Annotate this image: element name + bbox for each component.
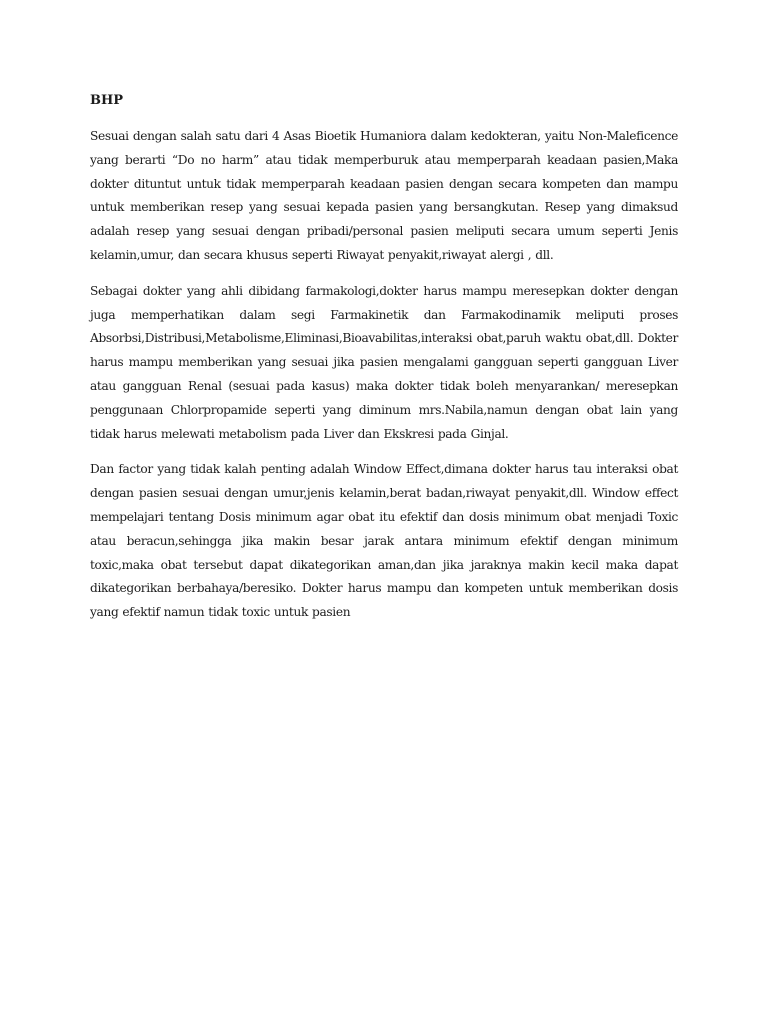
document-body bbox=[90, 92, 678, 637]
paragraph-window-effect: Dan factor yang tidak kalah penting adalah Window Effect,dimana dokter harus tau interaksi obat dengan pasien sesuai dengan umur,jenis kelamin,berat badan,riwayat penyakit,dll. Window effect mempelajari tentang Dosis minimum agar obat itu efektif dan dosis minimum obat menjadi Toxic atau beracun,sehingga jika makin besar jarak antara minimum efektif dengan minimum toxic,maka obat tersebut dapat dikategorikan aman,dan jika jaraknya makin kecil maka dapat dikategorikan berbahaya/beresiko. Dokter harus mampu dan kompeten untuk memberikan dosis yang efektif namun tidak toxic untuk pasien bbox=[90, 462, 678, 620]
paragraph-pharmacology: Sebagai dokter yang ahli dibidang farmakologi,dokter harus mampu meresepkan dokter dengan juga memperhatikan dalam segi Farmakinetik dan Farmakodinamik meliputi proses Absorbsi,Distribusi,Metabolisme,Eliminasi,Bioavabilitas,interaksi obat,paruh waktu obat,dll. Dokter harus mampu memberikan yang sesuai jika pasien mengalami gangguan seperti gangguan Liver atau gangguan Renal (sesuai pada kasus) maka dokter tidak boleh menyarankan/ meresepkan penggunaan Chlorpropamide seperti yang diminum mrs.Nabila,namun dengan obat lain yang tidak harus melewati metabolism pada Liver dan Ekskresi pada Ginjal. bbox=[90, 283, 678, 441]
paragraph-non-maleficence: Sesuai dengan salah satu dari 4 Asas Bioetik Humaniora dalam kedokteran, yaitu Non-Maleficence yang berarti “Do no harm” atau tidak memperburuk atau memperparah keadaan pasien,Maka dokter dituntut untuk tidak memperparah keadaan pasien dengan secara kompeten dan mampu untuk memberikan resep yang sesuai kepada pasien yang bersangkutan. Resep yang dimaksud adalah resep yang sesuai dengan pribadi/personal pasien meliputi secara umum seperti Jenis kelamin,umur, dan secara khusus seperti Riwayat penyakit,riwayat alergi , dll. bbox=[90, 129, 678, 262]
document-title: BHP bbox=[90, 93, 124, 108]
